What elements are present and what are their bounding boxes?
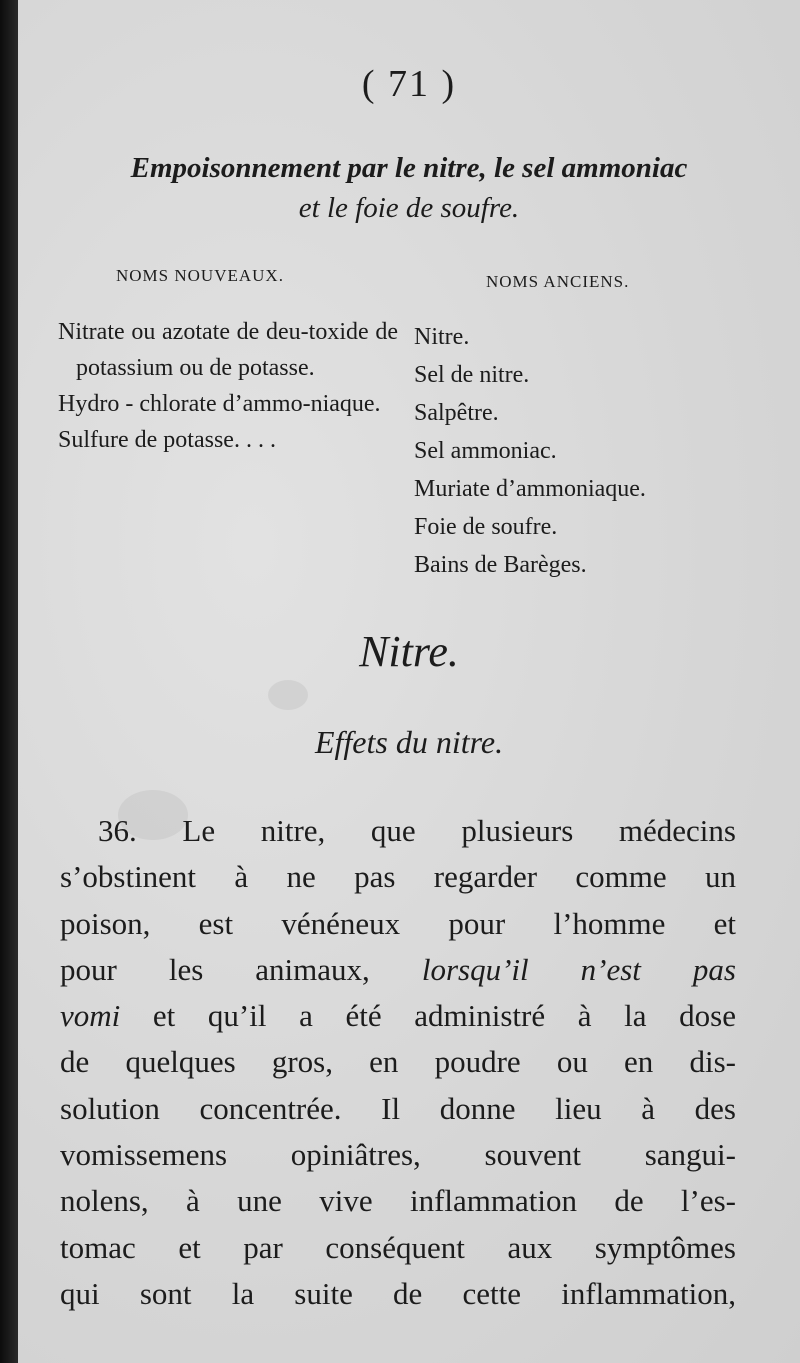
text-line: vomissemens opiniâtres, souvent sangui- bbox=[60, 1137, 736, 1173]
page-number: ( 71 ) bbox=[361, 63, 457, 105]
text-fragment: et qu’il a été administré à la dose bbox=[120, 998, 736, 1034]
old-name-entry: Salpêtre. bbox=[414, 400, 499, 426]
text-line: tomac et par conséquent aux symptômes bbox=[60, 1229, 736, 1265]
book-page bbox=[18, 0, 800, 1363]
chapter-heading-line-1: Empoisonnement par le nitre, le sel ammoniac bbox=[130, 152, 688, 184]
text-line: de quelques gros, en poudre ou en dis- bbox=[60, 1044, 736, 1080]
old-name-entry: Sel de nitre. bbox=[414, 362, 530, 388]
italic-fragment: lorsqu’il n’est pas bbox=[421, 951, 736, 987]
text-line: solution concentrée. Il donne lieu à des bbox=[60, 1090, 736, 1126]
old-names-header: NOMS ANCIENS. bbox=[486, 272, 630, 291]
text-line bbox=[60, 993, 736, 1039]
italic-fragment: vomi bbox=[60, 998, 121, 1034]
text-line: poison, est vénéneux pour l’homme et bbox=[60, 905, 736, 941]
old-name-entry: Nitre. bbox=[414, 324, 470, 350]
old-name-entry: Muriate d’ammoniaque. bbox=[414, 476, 646, 502]
text-line: s’obstinent à ne pas regarder comme un bbox=[60, 859, 736, 895]
text-line bbox=[60, 947, 736, 993]
old-name-entry: Foie de soufre. bbox=[414, 514, 558, 540]
text-line: 36. Le nitre, que plusieurs médecins bbox=[98, 813, 736, 848]
new-name-entry: Nitrate ou azotate de deu-toxide de potassium ou de potasse. bbox=[58, 319, 398, 381]
book-gutter bbox=[0, 0, 18, 1363]
old-name-entry: Bains de Barèges. bbox=[414, 552, 587, 578]
text-line: nolens, à une vive inflammation de l’es- bbox=[60, 1183, 736, 1219]
old-name-entry: Sel ammoniac. bbox=[414, 438, 557, 464]
subsection-title: Effets du nitre. bbox=[314, 724, 504, 760]
new-names-header: NOMS NOUVEAUX. bbox=[116, 266, 284, 285]
section-title: Nitre. bbox=[359, 627, 459, 676]
new-name-entry: Sulfure de potasse. . . . bbox=[58, 427, 276, 453]
chapter-heading-line-2: et le foie de soufre. bbox=[298, 192, 520, 224]
body-paragraph bbox=[60, 808, 736, 1317]
new-name-entry: Hydro - chlorate d’ammo-niaque. bbox=[58, 391, 381, 417]
text-line: qui sont la suite de cette inflammation, bbox=[60, 1275, 736, 1311]
text-fragment: pour les animaux, bbox=[60, 951, 422, 987]
old-names-column bbox=[414, 318, 734, 584]
new-names-column bbox=[58, 314, 398, 458]
page-stain bbox=[268, 680, 308, 710]
